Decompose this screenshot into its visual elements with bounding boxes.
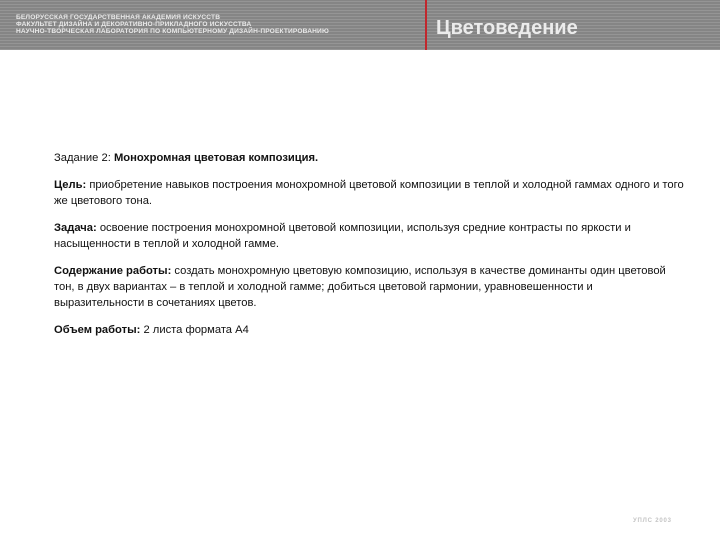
slide-content xyxy=(54,150,684,349)
institution-name xyxy=(16,14,329,35)
objective-text: освоение построения монохромной цветовой композиции, используя средние контрасты по яркости и насыщенности в теплой и холодной гамме. xyxy=(54,222,631,250)
institution-line-1: БЕЛОРУССКАЯ ГОСУДАРСТВЕННАЯ АКАДЕМИЯ ИСКУССТВ xyxy=(16,14,221,21)
goal-text: приобретение навыков построения монохромной цветовой композиции в теплой и холодной гаммах одного и того же цветового тона. xyxy=(54,179,684,207)
objective-label: Задача: xyxy=(54,222,97,234)
volume-paragraph xyxy=(54,322,684,338)
task-paragraph xyxy=(54,150,684,166)
footer-mark: УПЛС 2003 xyxy=(633,518,672,524)
volume-text: 2 листа формата А4 xyxy=(143,324,249,336)
work-content-label: Содержание работы: xyxy=(54,265,172,277)
task-label: Задание 2: xyxy=(54,152,111,164)
institution-line-2: ФАКУЛЬТЕТ ДИЗАЙНА И ДЕКОРАТИВНО-ПРИКЛАДНОГО ИСКУССТВА xyxy=(16,21,252,28)
slide-header xyxy=(0,0,720,50)
task-text: Монохромная цветовая композиция. xyxy=(113,152,319,164)
work-content-paragraph xyxy=(54,263,684,311)
work-content-text: создать монохромную цветовую композицию, используя в качестве доминанты один цветовой тон, в двух вариантах – в теплой и холодной гамме; добиться цветовой гармонии, уравновешенности и выразительности в сочетаниях цветов. xyxy=(54,265,666,309)
header-divider xyxy=(425,0,427,50)
goal-label: Цель: xyxy=(54,179,87,191)
institution-line-3: НАУЧНО-ТВОРЧЕСКАЯ ЛАБОРАТОРИЯ ПО КОМПЬЮТЕРНОМУ ДИЗАЙН-ПРОЕКТИРОВАНИЮ xyxy=(16,28,329,35)
slide-title: Цветоведение xyxy=(436,17,578,39)
objective-paragraph xyxy=(54,220,684,252)
goal-paragraph xyxy=(54,177,684,209)
volume-label: Объем работы: xyxy=(54,324,141,336)
